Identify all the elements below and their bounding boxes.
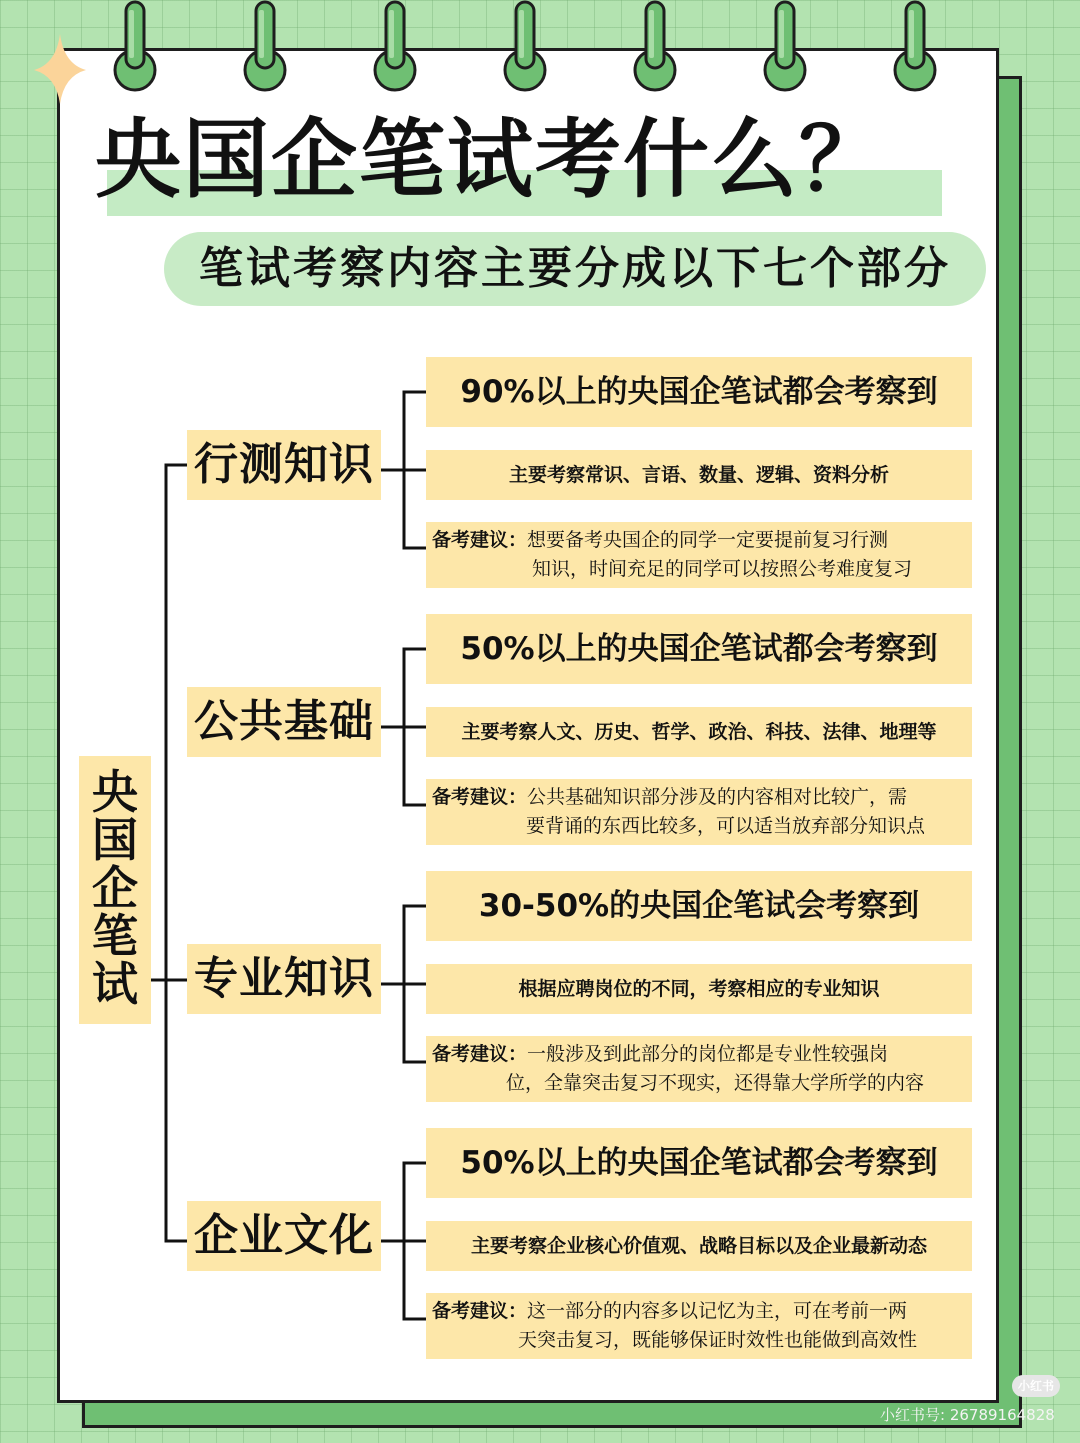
section-tip [426,779,972,845]
section-detail: 主要考察人文、历史、哲学、政治、科技、法律、地理等 [426,707,972,757]
tip-label: 备考建议： [432,529,528,551]
section-tip [426,522,972,588]
section-tip [426,1036,972,1102]
tip-label: 备考建议： [432,1300,528,1322]
section-tip [426,1293,972,1359]
tip-line-1: 想要备考央国企的同学一定要提前复习行测 [527,529,889,551]
category-node-qiye: 企业文化 [187,1201,381,1271]
category-node-xingce: 行测知识 [187,430,381,500]
section-detail: 主要考察常识、言语、数量、逻辑、资料分析 [426,450,972,500]
watermark: 小红书号: 26789164828 [880,1406,1055,1424]
tip-line-2: 天突击复习，既能够保证时效性也能做到高效性 [518,1329,918,1351]
section-detail: 主要考察企业核心价值观、战略目标以及企业最新动态 [426,1221,972,1271]
subtitle-pill: 笔试考察内容主要分成以下七个部分 [164,232,986,306]
section-headline: 50%以上的央国企笔试都会考察到 [426,1128,972,1198]
tip-label: 备考建议： [432,1043,528,1065]
tip-line-2: 知识，时间充足的同学可以按照公考难度复习 [532,558,913,580]
root-node [79,756,151,1024]
category-node-zhuanye: 专业知识 [187,944,381,1014]
section-headline: 50%以上的央国企笔试都会考察到 [426,614,972,684]
tip-line-1: 这一部分的内容多以记忆为主，可在考前一两 [527,1300,908,1322]
tip-line-2: 要背诵的东西比较多，可以适当放弃部分知识点 [526,815,926,837]
tip-label: 备考建议： [432,786,528,808]
tip-line-1: 公共基础知识部分涉及的内容相对比较广，需 [527,786,908,808]
section-headline: 90%以上的央国企笔试都会考察到 [426,357,972,427]
xiaohongshu-logo: 小红书 [1012,1375,1060,1397]
title-text: 央国企笔试考什么？ [95,110,887,210]
tip-line-2: 位，全靠突击复习不现实，还得靠大学所学的内容 [506,1072,925,1094]
section-detail: 根据应聘岗位的不同，考察相应的专业知识 [426,964,972,1014]
root-label: 央国企笔试 [92,765,138,1011]
section-headline: 30-50%的央国企笔试会考察到 [426,871,972,941]
category-node-gonggong: 公共基础 [187,687,381,757]
tip-line-1: 一般涉及到此部分的岗位都是专业性较强岗 [527,1043,889,1065]
